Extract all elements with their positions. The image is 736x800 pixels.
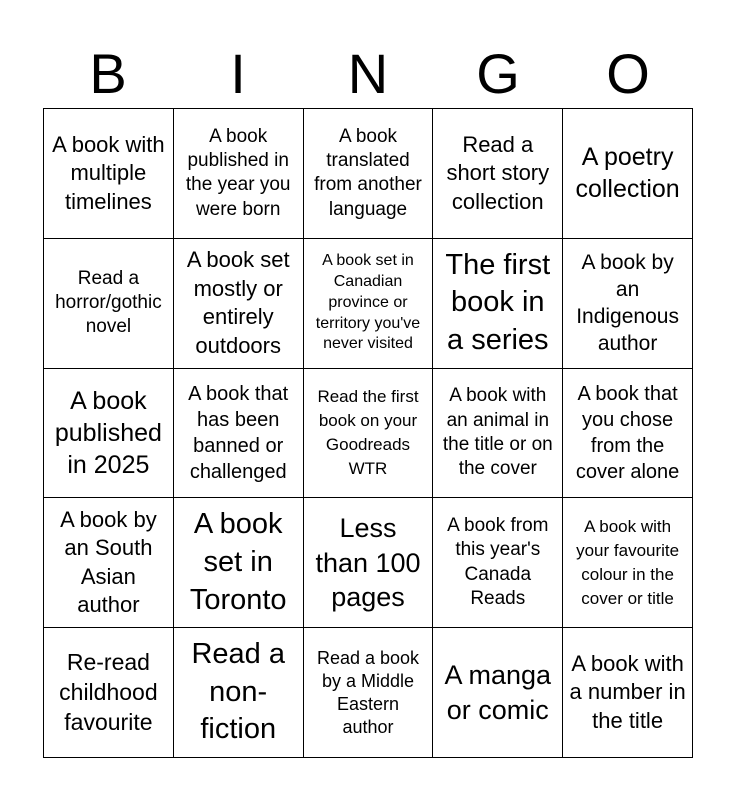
bingo-cell[interactable]: A book with a number in the title <box>563 628 693 758</box>
bingo-cell[interactable]: A book set mostly or entirely outdoors <box>174 239 304 369</box>
header-letter-g: G <box>476 42 520 105</box>
header-letter-i: I <box>230 42 246 105</box>
bingo-cell[interactable]: A book translated from another language <box>304 109 434 239</box>
bingo-cell[interactable]: A book with your favourite colour in the cover or title <box>563 498 693 628</box>
bingo-cell[interactable]: A book published in 2025 <box>44 369 174 499</box>
bingo-cell[interactable]: A book with an animal in the title or on the cover <box>433 369 563 499</box>
header-letter-b: B <box>89 42 127 105</box>
bingo-cell[interactable]: Read the first book on your Goodreads WTR <box>304 369 434 499</box>
bingo-cell[interactable]: A book by an Indigenous author <box>563 239 693 369</box>
bingo-cell[interactable]: A book that has been banned or challenged <box>174 369 304 499</box>
bingo-cell[interactable]: Read a book by a Middle Eastern author <box>304 628 434 758</box>
bingo-cell[interactable]: Less than 100 pages <box>304 498 434 628</box>
bingo-cell[interactable]: The first book in a series <box>433 239 563 369</box>
header-letter-n: N <box>347 42 389 105</box>
header-letter-o: O <box>606 42 650 105</box>
bingo-cell[interactable]: A book set in Canadian province or territory you've never visited <box>304 239 434 369</box>
bingo-cell[interactable]: A book set in Toronto <box>174 498 304 628</box>
bingo-cell[interactable]: A book that you chose from the cover alone <box>563 369 693 499</box>
bingo-cell[interactable]: Read a horror/gothic novel <box>44 239 174 369</box>
bingo-board <box>43 108 693 758</box>
bingo-cell[interactable]: A book from this year's Canada Reads <box>433 498 563 628</box>
bingo-cell[interactable]: A book with multiple timelines <box>44 109 174 239</box>
bingo-cell[interactable]: Read a short story collection <box>433 109 563 239</box>
bingo-cell[interactable]: A book by an South Asian author <box>44 498 174 628</box>
bingo-cell[interactable]: A book published in the year you were born <box>174 109 304 239</box>
bingo-cell[interactable]: Re-read childhood favourite <box>44 628 174 758</box>
bingo-header <box>43 40 693 108</box>
bingo-cell[interactable]: A manga or comic <box>433 628 563 758</box>
bingo-cell[interactable]: Read a non-fiction <box>174 628 304 758</box>
bingo-cell[interactable]: A poetry collection <box>563 109 693 239</box>
